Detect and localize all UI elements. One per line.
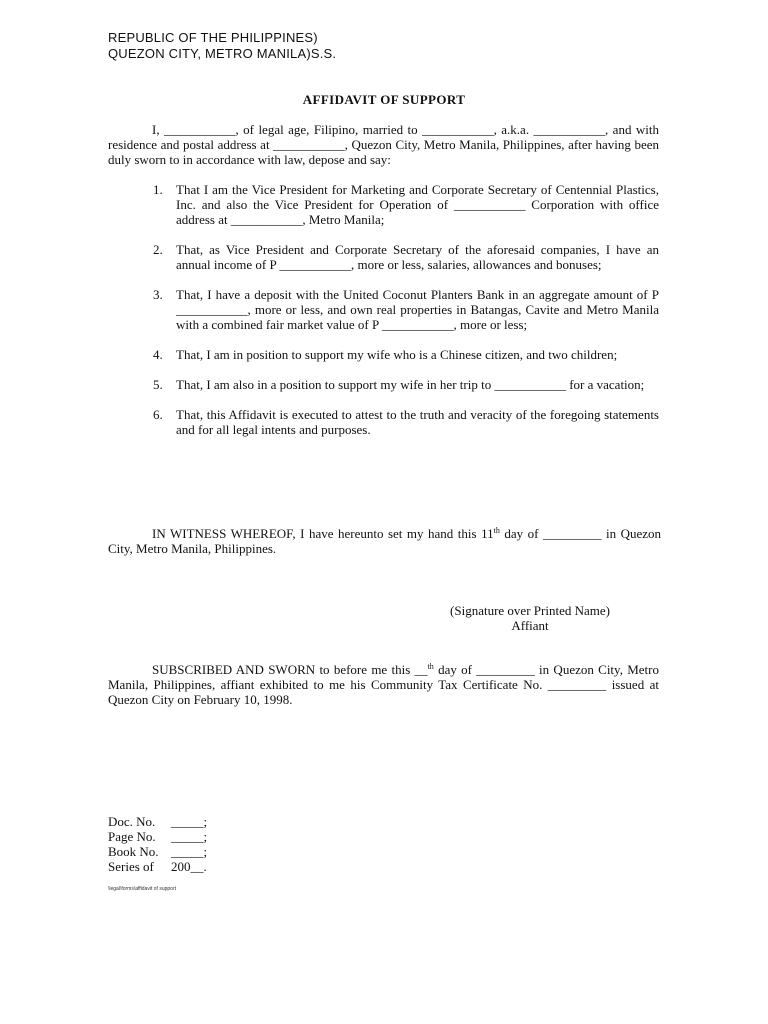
- venue-line-2: QUEZON CITY, METRO MANILA)S.S.: [108, 46, 337, 61]
- notarial-row: [108, 844, 207, 859]
- jurat-text-end: day of _________ in Quezon City, Metro Manila, Philippines, affiant exhibited to me his Community Tax Certificate No. _________ issued at Quezon City on February 10, 1998.: [108, 662, 659, 707]
- venue-line-1: REPUBLIC OF THE PHILIPPINES): [108, 30, 318, 45]
- statement-text: That, I am in position to support my wife who is a Chinese citizen, and two children;: [176, 347, 618, 362]
- statement-item: [108, 377, 659, 392]
- signature-caption: (Signature over Printed Name): [450, 603, 610, 618]
- statement-item: [108, 407, 659, 437]
- notarial-label: Page No.: [108, 829, 156, 844]
- numbered-statements: [108, 182, 659, 452]
- file-path-footer: \legal\forms\affidavit of support: [108, 886, 176, 892]
- statement-number: 1.: [153, 182, 163, 197]
- statement-number: 4.: [153, 347, 163, 362]
- notarial-label: Book No.: [108, 844, 159, 859]
- statement-number: 3.: [153, 287, 163, 302]
- affiant-label: Affiant: [511, 618, 549, 633]
- notarial-row: [108, 829, 207, 844]
- jurat-text-start: SUBSCRIBED AND SWORN to before me this __: [152, 662, 428, 677]
- statement-text: That, this Affidavit is executed to attest to the truth and veracity of the foregoing statements and for all legal intents and purposes.: [176, 407, 659, 437]
- notarial-row: [108, 814, 207, 829]
- notarial-register: [108, 814, 207, 874]
- statement-item: [108, 182, 659, 227]
- notarial-value: 200__.: [171, 859, 207, 874]
- witness-paragraph: [108, 526, 661, 556]
- notarial-value: _____;: [171, 844, 208, 859]
- witness-ordinal-suffix: th: [493, 526, 500, 535]
- notarial-value: _____;: [171, 829, 208, 844]
- statement-item: [108, 347, 659, 362]
- witness-text-start: IN WITNESS WHEREOF, I have hereunto set my hand this 11: [152, 526, 494, 541]
- statement-item: [108, 242, 659, 272]
- notarial-label: Doc. No.: [108, 814, 156, 829]
- venue-block: [108, 30, 336, 62]
- witness-text-end: day of _________ in Quezon City, Metro Manila, Philippines.: [108, 526, 661, 556]
- statement-number: 6.: [153, 407, 163, 422]
- jurat-ordinal-suffix: th: [427, 662, 434, 671]
- notarial-value: _____;: [171, 814, 208, 829]
- intro-paragraph: [108, 122, 659, 167]
- statement-item: [108, 287, 659, 332]
- statement-number: 5.: [153, 377, 163, 392]
- notarial-row: [108, 859, 207, 874]
- notarial-label: Series of: [108, 859, 154, 874]
- statement-text: That I am the Vice President for Marketing and Corporate Secretary of Centennial Plastics, Inc. and also the Vice President for Operation of ___________ Corporation with office address at ___________, Metro Manila;: [176, 182, 659, 227]
- statement-text: That, as Vice President and Corporate Secretary of the aforesaid companies, I have an annual income of P ___________, more or less, salaries, allowances and bonuses;: [176, 242, 659, 272]
- statement-text: That, I have a deposit with the United Coconut Planters Bank in an aggregate amount of P ___________, more or less, and own real properties in Batangas, Cavite and Metro Manila with a combined fair market value of P ___________, more or less;: [176, 287, 659, 332]
- statement-text: That, I am also in a position to support my wife in her trip to ___________ for a vacation;: [176, 377, 645, 392]
- statement-number: 2.: [153, 242, 163, 257]
- signature-block: [380, 603, 680, 633]
- intro-text: I, ___________, of legal age, Filipino, married to ___________, a.k.a. ___________, and with residence and postal address at ___________, Quezon City, Metro Manila, Philippines, after having been duly sworn to in accordance with law, depose and say:: [108, 122, 659, 167]
- document-title: AFFIDAVIT OF SUPPORT: [302, 92, 466, 107]
- jurat-paragraph: [108, 662, 659, 707]
